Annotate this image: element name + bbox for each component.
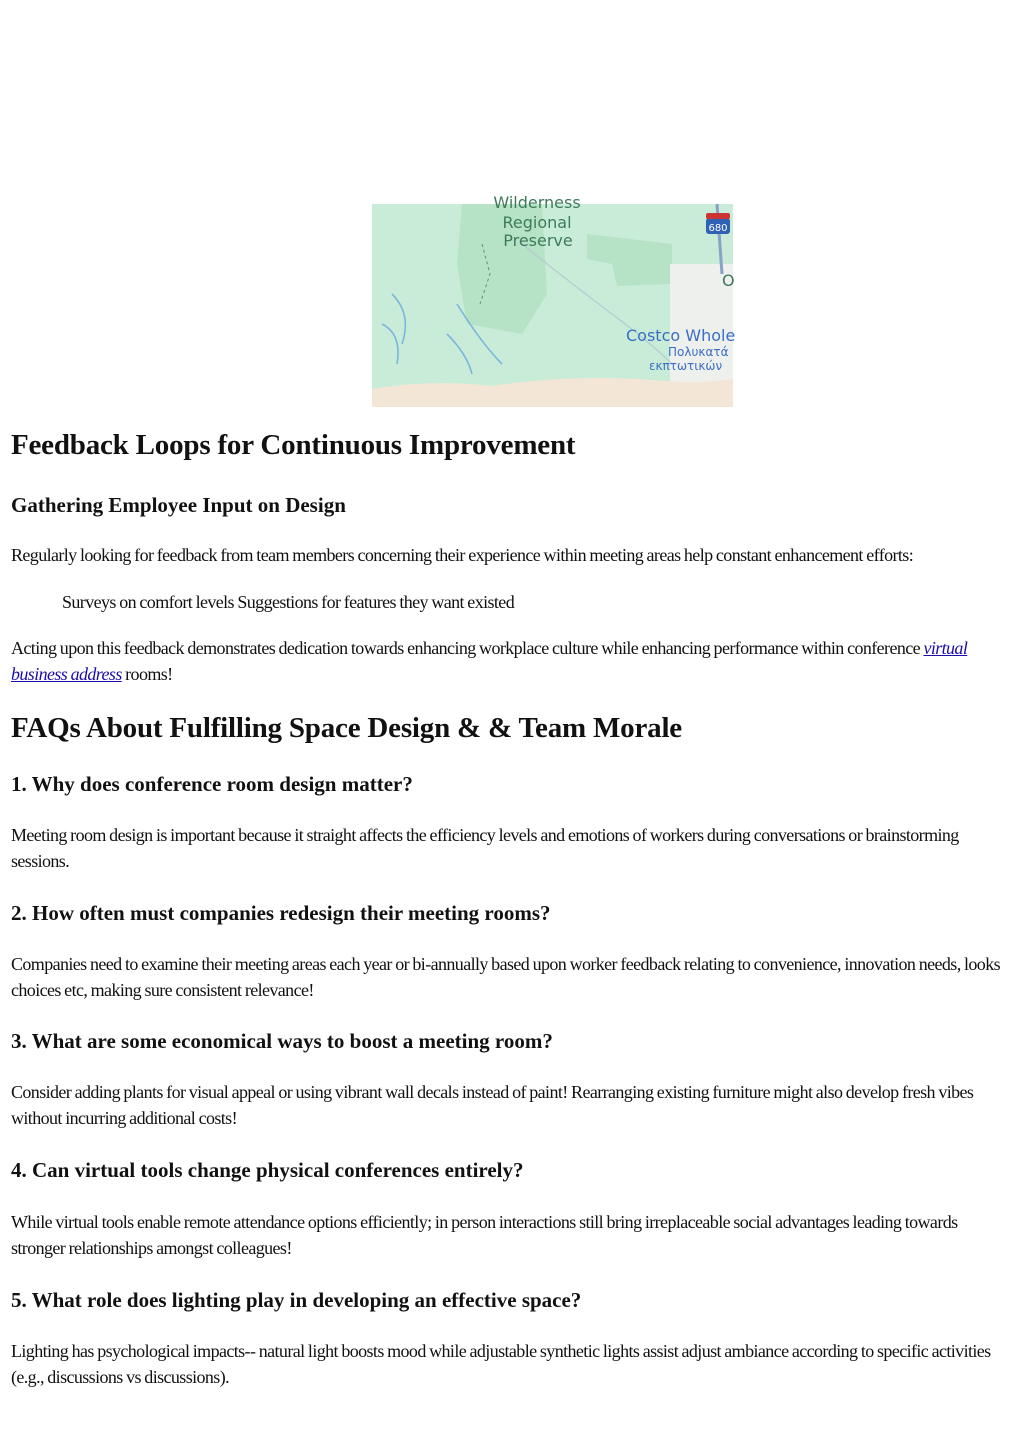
faq-question-3: 3. What are some economical ways to boost a meeting room? <box>11 1029 553 1054</box>
list-item-surveys: Surveys on comfort levels Suggestions for features they want existed <box>62 591 515 612</box>
faq-question-1: 1. Why does conference room design matter? <box>11 771 413 796</box>
map-label-costco: Costco Whole <box>626 326 736 345</box>
virtual-business-address-link[interactable]: virtual business address <box>11 637 968 684</box>
map-label-regional: Regional <box>502 213 572 232</box>
faq-answer-1: Meeting room design is important because it straight affects the efficiency levels and emotions of workers during conversations or brainstorming sessions. <box>11 824 959 871</box>
faq-answer-5: Lighting has psychological impacts-- natural light boosts mood while adjustable synthetic lights assist adjust ambiance according to specific activities (e.g., discussions vs discussions). <box>11 1340 991 1387</box>
faq-question-5: 5. What role does lighting play in developing an effective space? <box>11 1287 582 1312</box>
faq-question-2: 2. How often must companies redesign their meeting rooms? <box>11 900 551 925</box>
map-label-wilderness: Wilderness <box>493 193 581 212</box>
faq-answer-2: Companies need to examine their meeting areas each year or bi-annually based upon worker feedback relating to convenience, innovation needs, looks choices etc, making sure consistent relevance! <box>11 954 1001 1001</box>
map-image[interactable] <box>372 193 736 407</box>
paragraph-text-end: rooms! <box>121 663 173 684</box>
paragraph-feedback-intro: Regularly looking for feedback from team members concerning their experience within meeting areas help constant enhancement efforts: <box>11 544 914 565</box>
map-label-greek-1: Πολυκατά <box>668 345 729 359</box>
map-label-highway: 680 <box>708 223 728 234</box>
faq-answer-3: Consider adding plants for visual appeal or using vibrant wall decals instead of paint! Rearranging existing furniture might also develop fresh vibes without incurring additional costs! <box>11 1082 974 1129</box>
map-label-o: O <box>722 271 735 290</box>
subheading-employee-input: Gathering Employee Input on Design <box>11 492 346 517</box>
map-label-preserve: Preserve <box>503 231 573 250</box>
map-label-greek-2: εκπτωτικών <box>649 359 723 373</box>
section-heading-faqs: FAQs About Fulfilling Space Design & & Team Morale <box>11 711 682 744</box>
paragraph-text: Acting upon this feedback demonstrates dedication towards enhancing workplace culture while enhancing performance within conference <box>11 637 924 658</box>
section-heading-feedback: Feedback Loops for Continuous Improvement <box>11 429 576 461</box>
map-graphic <box>372 193 736 407</box>
faq-answer-4: While virtual tools enable remote attendance options efficiently; in person interactions still bring irreplaceable social advantages leading towards stronger relationships amongst colleagues! <box>11 1211 958 1258</box>
faq-question-4: 4. Can virtual tools change physical conferences entirely? <box>11 1158 524 1183</box>
paragraph-feedback-action <box>11 635 1011 687</box>
article-content <box>11 428 1011 1390</box>
